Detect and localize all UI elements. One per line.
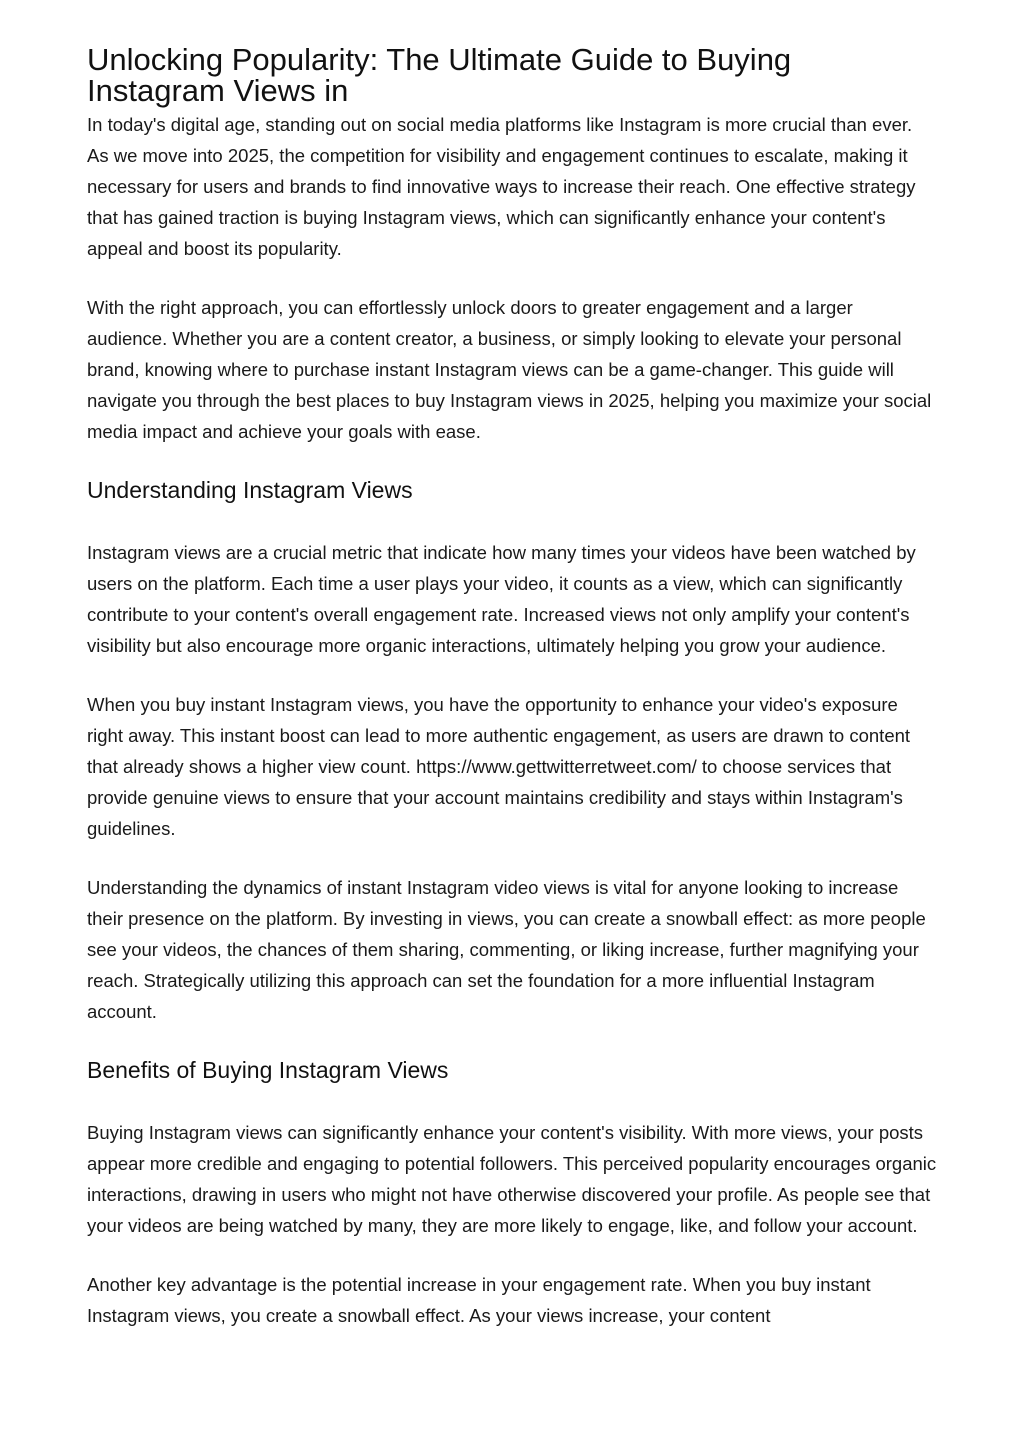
- intro-paragraph-1: In today's digital age, standing out on social media platforms like Instagram is more crucial than ever. As we move into 2025, the competition for visibility and engagement continues to escalate, making it necessary for users and brands to find innovative ways to increase their reach. One effective strategy that has gained traction is buying Instagram views, which can significantly enhance your content's appeal and boost its popularity.: [87, 114, 916, 259]
- understanding-paragraph-1: Instagram views are a crucial metric that indicate how many times your videos have been watched by users on the platform. Each time a user plays your video, it counts as a view, which can significantly contribute to your content's overall engagement rate. Increased views not only amplify your content's visibility but also encourage more organic interactions, ultimately helping you grow your audience.: [87, 542, 916, 656]
- section-heading-understanding: Understanding Instagram Views: [87, 477, 413, 503]
- intro-paragraph-2: With the right approach, you can effortlessly unlock doors to greater engagement and a larger audience. Whether you are a content creator, a business, or simply looking to elevate your personal brand, knowing where to purchase instant Instagram views can be a game-changer. This guide will navigate you through the best places to buy Instagram views in 2025, helping you maximize your social media impact and achieve your goals with ease.: [87, 297, 932, 442]
- benefits-paragraph-2: Another key advantage is the potential increase in your engagement rate. When you buy instant Instagram views, you create a snowball effect. As your views increase, your content: [87, 1274, 871, 1326]
- understanding-paragraph-3: Understanding the dynamics of instant Instagram video views is vital for anyone looking to increase their presence on the platform. By investing in views, you can create a snowball effect: as more people see your videos, the chances of them sharing, commenting, or liking increase, further magnifying your reach. Strategically utilizing this approach can set the foundation for a more influential Instagram account.: [87, 877, 926, 1022]
- understanding-paragraph-2: When you buy instant Instagram views, you have the opportunity to enhance your video's exposure right away. This instant boost can lead to more authentic engagement, as users are drawn to content that already shows a higher view count. https://www.gettwitterretweet.com/ to choose services that provide genuine views to ensure that your account maintains credibility and stays within Instagram's guidelines.: [87, 694, 911, 839]
- document-title: Unlocking Popularity: The Ultimate Guide to Buying Instagram Views in: [87, 42, 792, 108]
- document-page: [87, 44, 937, 1331]
- benefits-paragraph-1: Buying Instagram views can significantly enhance your content's visibility. With more views, your posts appear more credible and engaging to potential followers. This perceived popularity encourages organic interactions, drawing in users who might not have otherwise discovered your profile. As people see that your videos are being watched by many, they are more likely to engage, like, and follow your account.: [87, 1122, 937, 1236]
- section-heading-benefits: Benefits of Buying Instagram Views: [87, 1057, 449, 1083]
